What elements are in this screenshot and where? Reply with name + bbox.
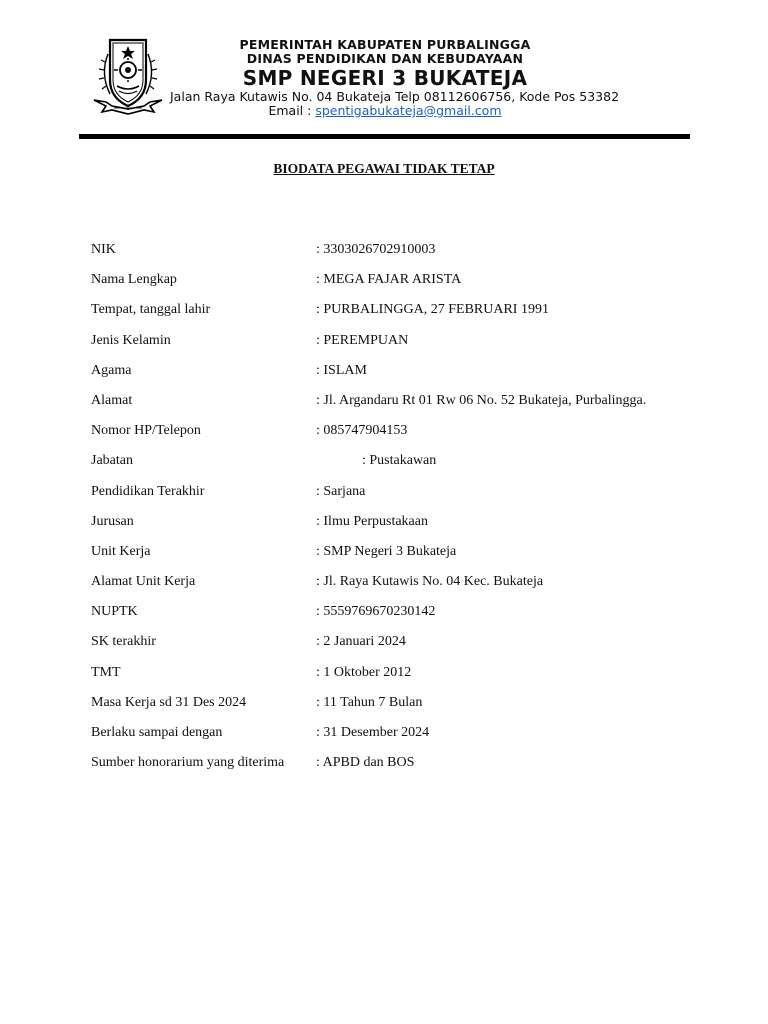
email-label: Email : bbox=[268, 103, 312, 118]
field-value: : Jl. Raya Kutawis No. 04 Kec. Bukateja bbox=[316, 574, 544, 590]
field-value: : PEREMPUAN bbox=[316, 332, 409, 348]
field-row bbox=[91, 391, 711, 421]
field-label: Jabatan bbox=[91, 453, 133, 469]
field-label: Jurusan bbox=[91, 513, 134, 529]
field-row bbox=[91, 451, 711, 481]
field-row bbox=[91, 240, 711, 270]
field-row bbox=[91, 512, 711, 542]
field-label: Tempat, tanggal lahir bbox=[91, 302, 211, 318]
biodata-fields bbox=[91, 240, 711, 783]
field-row bbox=[91, 693, 711, 723]
field-value: : 3303026702910003 bbox=[316, 242, 436, 257]
field-value: : Pustakawan bbox=[362, 453, 437, 469]
field-label: Sumber honorarium yang diterima bbox=[91, 755, 285, 771]
field-label: Alamat bbox=[91, 392, 133, 408]
field-label: TMT bbox=[91, 664, 121, 680]
field-label: Agama bbox=[91, 362, 132, 378]
field-value: : 31 Desember 2024 bbox=[316, 725, 430, 740]
field-label: Alamat Unit Kerja bbox=[91, 574, 196, 590]
field-value: : SMP Negeri 3 Bukateja bbox=[316, 543, 457, 559]
field-value: : 11 Tahun 7 Bulan bbox=[316, 694, 423, 710]
field-row bbox=[91, 300, 711, 330]
field-label: Nama Lengkap bbox=[91, 272, 177, 288]
field-value: : 085747904153 bbox=[316, 423, 408, 439]
field-value: : APBD dan BOS bbox=[316, 755, 415, 771]
email-line bbox=[170, 104, 600, 118]
field-label: Pendidikan Terakhir bbox=[91, 483, 205, 499]
field-value: : ISLAM bbox=[316, 362, 367, 378]
field-row bbox=[91, 331, 711, 361]
field-label: Masa Kerja sd 31 Des 2024 bbox=[91, 694, 247, 710]
field-row bbox=[91, 542, 711, 572]
field-row bbox=[91, 632, 711, 662]
school-address: Jalan Raya Kutawis No. 04 Bukateja Telp 08112606756, Kode Pos 53382 bbox=[170, 89, 620, 104]
field-label: Berlaku sampai dengan bbox=[91, 725, 223, 740]
field-row bbox=[91, 572, 711, 602]
field-row bbox=[91, 421, 711, 451]
field-value: : 1 Oktober 2012 bbox=[316, 664, 412, 680]
field-row bbox=[91, 663, 711, 693]
letterhead-text bbox=[170, 37, 620, 118]
letterhead bbox=[80, 30, 690, 130]
department-line: DINAS PENDIDIKAN DAN KEBUDAYAAN bbox=[246, 51, 524, 66]
field-row bbox=[91, 723, 711, 753]
document-title: BIODATA PEGAWAI TIDAK TETAP bbox=[273, 161, 495, 176]
email-link[interactable]: spentigabukateja@gmail.com bbox=[315, 103, 502, 118]
field-value: : MEGA FAJAR ARISTA bbox=[316, 272, 462, 288]
field-row bbox=[91, 602, 711, 632]
field-value: : Jl. Argandaru Rt 01 Rw 06 No. 52 Bukateja, Purbalingga. bbox=[316, 392, 647, 408]
field-row bbox=[91, 482, 711, 512]
field-label: Nomor HP/Telepon bbox=[91, 423, 201, 439]
field-value: : 5559769670230142 bbox=[316, 604, 436, 620]
regency-crest-icon bbox=[88, 34, 168, 120]
field-label: SK terakhir bbox=[91, 634, 156, 650]
field-value: : 2 Januari 2024 bbox=[316, 634, 406, 650]
school-name: SMP NEGERI 3 BUKATEJA bbox=[242, 66, 528, 90]
letterhead-divider bbox=[79, 134, 690, 139]
field-label: Jenis Kelamin bbox=[91, 332, 171, 348]
field-value: : Ilmu Perpustakaan bbox=[316, 513, 428, 529]
field-row bbox=[91, 270, 711, 300]
field-label: NUPTK bbox=[91, 604, 138, 620]
field-label: Unit Kerja bbox=[91, 543, 151, 559]
field-value: : PURBALINGGA, 27 FEBRUARI 1991 bbox=[316, 302, 549, 318]
field-row bbox=[91, 361, 711, 391]
field-row bbox=[91, 753, 711, 783]
field-value: : Sarjana bbox=[316, 483, 366, 499]
field-label: NIK bbox=[91, 242, 116, 257]
government-line: PEMERINTAH KABUPATEN PURBALINGGA bbox=[239, 37, 531, 52]
